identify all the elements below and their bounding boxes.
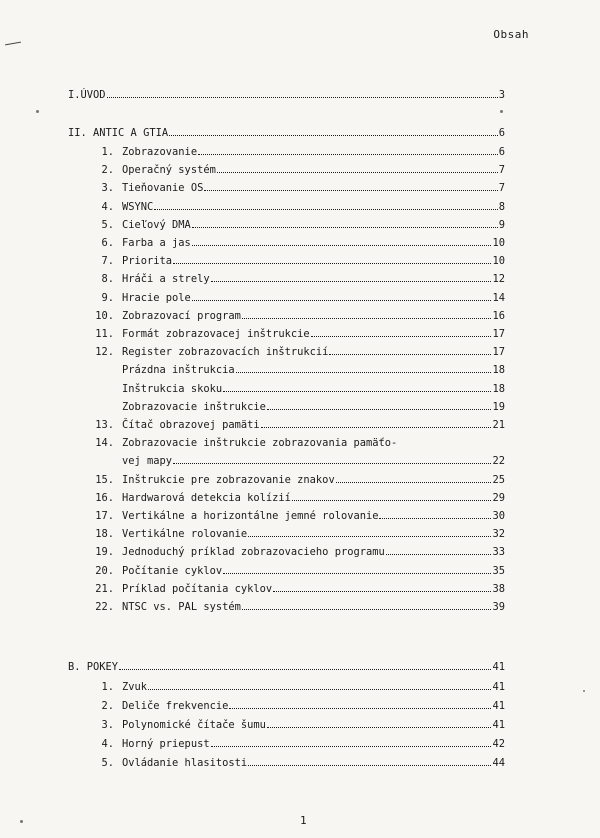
- entry-label: Horný priepust: [122, 738, 210, 750]
- dot-leader: [248, 756, 491, 766]
- entry-page-number: 9: [498, 219, 505, 231]
- entry-label: Zobrazovacie inštrukcie: [122, 401, 266, 413]
- dot-leader: [223, 382, 491, 392]
- entry-label: Deliče frekvencie: [122, 700, 229, 712]
- entry-page-number: 18: [492, 383, 505, 395]
- entry-label: II. ANTIC A GTIA: [68, 127, 169, 139]
- toc-entry: [90, 756, 505, 770]
- toc-entry: [90, 291, 505, 305]
- entry-label: Zvuk: [122, 681, 148, 693]
- entry-number: 12.: [95, 346, 114, 358]
- toc-entry: [90, 254, 505, 268]
- entry-number: 4.: [101, 738, 114, 750]
- toc-entry: [90, 491, 505, 505]
- toc-entry: [90, 309, 505, 323]
- entry-page-number: 3: [498, 89, 505, 101]
- entry-page-number: 38: [492, 583, 505, 595]
- entry-label: Vertikálne rolovanie: [122, 528, 248, 540]
- entry-page-number: 6: [498, 146, 505, 158]
- toc-entry: [90, 582, 505, 596]
- toc-entry: [90, 218, 505, 232]
- entry-label: Polynomické čítače šumu: [122, 719, 266, 731]
- entry-page-number: 33: [492, 546, 505, 558]
- dot-leader: [311, 327, 492, 337]
- dot-leader: [329, 345, 491, 355]
- entry-number: 2.: [101, 164, 114, 176]
- toc-entry: [90, 473, 505, 487]
- entry-label: I.ÚVOD: [68, 89, 106, 101]
- dot-leader: [242, 600, 492, 610]
- entry-page-number: 21: [492, 419, 505, 431]
- toc-entry: [90, 418, 505, 432]
- dot-leader: [267, 718, 492, 728]
- entry-label: Jednoduchý príklad zobrazovacieho programu: [122, 546, 385, 558]
- toc-entry: [90, 345, 505, 359]
- entry-number: 17.: [95, 510, 114, 522]
- entry-label: Hardwarová detekcia kolízií: [122, 492, 291, 504]
- toc-entry: [90, 272, 505, 286]
- entry-page-number: 8: [498, 201, 505, 213]
- dot-leader: [223, 564, 491, 574]
- dot-leader: [198, 145, 498, 155]
- entry-page-number: 41: [492, 700, 505, 712]
- entry-label: WSYNC: [122, 201, 154, 213]
- toc-entry: [90, 236, 505, 250]
- entry-number: 4.: [101, 201, 114, 213]
- entry-page-number: 22: [492, 455, 505, 467]
- entry-label: Príklad počítania cyklov: [122, 583, 273, 595]
- entry-number: 13.: [95, 419, 114, 431]
- toc-entry: [90, 382, 505, 396]
- entry-page-number: 18: [492, 364, 505, 376]
- entry-page-number: 42: [492, 738, 505, 750]
- entry-label: Hráči a strely: [122, 273, 210, 285]
- entry-page-number: 17: [492, 328, 505, 340]
- entry-number: 5.: [101, 219, 114, 231]
- entry-page-number: 39: [492, 601, 505, 613]
- dot-leader: [173, 454, 491, 464]
- dot-leader: [217, 163, 498, 173]
- dot-leader: [154, 200, 497, 210]
- entry-number: 16.: [95, 492, 114, 504]
- entry-page-number: 7: [498, 182, 505, 194]
- entry-label: Hracie pole: [122, 292, 191, 304]
- toc-entry: [90, 600, 505, 614]
- entry-number: 2.: [101, 700, 114, 712]
- dot-leader: [273, 582, 491, 592]
- entry-page-number: 41: [492, 681, 505, 693]
- dot-leader: [148, 680, 491, 690]
- entry-number: 11.: [95, 328, 114, 340]
- entry-page-number: 14: [492, 292, 505, 304]
- entry-page-number: 29: [492, 492, 505, 504]
- entry-label: Prázdna inštrukcia: [122, 364, 235, 376]
- toc-entry: [90, 737, 505, 751]
- entry-number: 20.: [95, 565, 114, 577]
- entry-page-number: 12: [492, 273, 505, 285]
- dot-leader: [119, 660, 491, 670]
- entry-number: 8.: [101, 273, 114, 285]
- entry-label: Inštrukcia skoku: [122, 383, 223, 395]
- entry-number: 14.: [95, 437, 114, 449]
- scan-speck: [20, 820, 23, 823]
- page-number: 1: [300, 814, 307, 827]
- entry-label: Priorita: [122, 255, 173, 267]
- toc-entry: [90, 181, 505, 195]
- toc-entry: [90, 200, 505, 214]
- dot-leader: [192, 218, 498, 228]
- entry-page-number: 35: [492, 565, 505, 577]
- entry-page-number: 10: [492, 255, 505, 267]
- entry-page-number: 44: [492, 757, 505, 769]
- dot-leader: [236, 363, 492, 373]
- toc-entry: [90, 527, 505, 541]
- section-heading: [68, 660, 505, 674]
- dot-leader: [204, 181, 497, 191]
- page-title: Obsah: [493, 28, 529, 41]
- entry-number: 21.: [95, 583, 114, 595]
- entry-label: Zobrazovací program: [122, 310, 241, 322]
- entry-label: vej mapy: [122, 455, 173, 467]
- entry-label: B. POKEY: [68, 661, 119, 673]
- entry-label: Vertikálne a horizontálne jemné rolovanie: [122, 510, 379, 522]
- dot-leader: [192, 236, 492, 246]
- toc-entry: [90, 509, 505, 523]
- entry-number: 15.: [95, 474, 114, 486]
- entry-page-number: 16: [492, 310, 505, 322]
- entry-number: 19.: [95, 546, 114, 558]
- entry-page-number: 41: [492, 661, 505, 673]
- entry-label: Tieňovanie OS: [122, 182, 204, 194]
- entry-number: 3.: [101, 719, 114, 731]
- dot-leader: [192, 291, 492, 301]
- entry-label: Zobrazovacie inštrukcie zobrazovania pamäťo-: [122, 437, 398, 449]
- entry-number: 10.: [95, 310, 114, 322]
- scan-speck: [583, 690, 585, 692]
- entry-number: 1.: [101, 146, 114, 158]
- section-heading: [68, 126, 505, 140]
- entry-label: Čítač obrazovej pamäti: [122, 419, 260, 431]
- toc-entry: [90, 145, 505, 159]
- dot-leader: [336, 473, 492, 483]
- entry-label: Zobrazovanie: [122, 146, 198, 158]
- entry-number: 7.: [101, 255, 114, 267]
- entry-page-number: 19: [492, 401, 505, 413]
- entry-number: 1.: [101, 681, 114, 693]
- toc-entry: [90, 680, 505, 694]
- entry-label: Register zobrazovacích inštrukcií: [122, 346, 329, 358]
- entry-page-number: 30: [492, 510, 505, 522]
- entry-number: 6.: [101, 237, 114, 249]
- dot-leader: [267, 400, 492, 410]
- entry-number: 5.: [101, 757, 114, 769]
- entry-number: 22.: [95, 601, 114, 613]
- entry-label: Cieľový DMA: [122, 219, 191, 231]
- dot-leader: [248, 527, 491, 537]
- dot-leader: [261, 418, 492, 428]
- entry-number: 9.: [101, 292, 114, 304]
- entry-page-number: 25: [492, 474, 505, 486]
- toc-entry: [90, 363, 505, 377]
- toc-entry: [90, 163, 505, 177]
- dot-leader: [173, 254, 491, 264]
- scan-speck: [36, 110, 39, 113]
- entry-label: Počítanie cyklov: [122, 565, 223, 577]
- entry-page-number: 7: [498, 164, 505, 176]
- toc-entry: [90, 454, 505, 468]
- dot-leader: [211, 737, 492, 747]
- toc-entry: [90, 699, 505, 713]
- entry-page-number: 32: [492, 528, 505, 540]
- dot-leader: [292, 491, 492, 501]
- toc-entry: [90, 718, 505, 732]
- entry-label: Inštrukcie pre zobrazovanie znakov: [122, 474, 335, 486]
- dot-leader: [169, 126, 498, 136]
- entry-page-number: 6: [498, 127, 505, 139]
- entry-label: Farba a jas: [122, 237, 191, 249]
- toc-entry: [90, 564, 505, 578]
- toc-entry: [90, 400, 505, 414]
- entry-page-number: 17: [492, 346, 505, 358]
- entry-page-number: 41: [492, 719, 505, 731]
- dot-leader: [386, 545, 492, 555]
- entry-label: Formát zobrazovacej inštrukcie: [122, 328, 310, 340]
- entry-page-number: 10: [492, 237, 505, 249]
- entry-label: NTSC vs. PAL systém: [122, 601, 241, 613]
- dot-leader: [211, 272, 492, 282]
- dot-leader: [229, 699, 491, 709]
- dot-leader: [242, 309, 492, 319]
- entry-number: 3.: [101, 182, 114, 194]
- scan-mark: [5, 42, 21, 46]
- entry-label: Operačný systém: [122, 164, 216, 176]
- toc-entry: [90, 436, 505, 450]
- entry-number: 18.: [95, 528, 114, 540]
- dot-leader: [379, 509, 491, 519]
- section-heading: [68, 88, 505, 102]
- toc-entry: [90, 327, 505, 341]
- toc-entry: [90, 545, 505, 559]
- scan-speck: [500, 110, 503, 113]
- entry-label: Ovládanie hlasitosti: [122, 757, 248, 769]
- dot-leader: [107, 88, 498, 98]
